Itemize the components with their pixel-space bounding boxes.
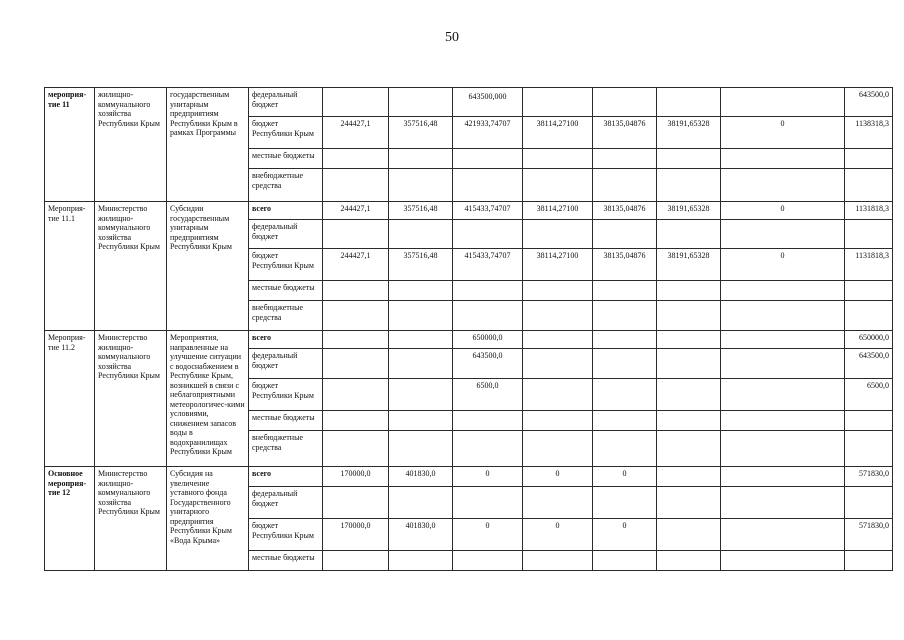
value-cell [523,487,593,519]
value-cell: 38191,65328 [657,117,721,149]
value-cell [389,88,453,117]
item-cell: Мероприя-тие 11.1 [45,202,95,331]
total-cell: 1131818,3 [845,202,893,220]
value-cell [593,301,657,331]
table-row [45,88,893,117]
value-cell [323,411,389,431]
executor-cell: Министерство жилищно-коммунального хозяйства Республики Крым [95,202,167,331]
value-cell: 38135,04876 [593,117,657,149]
total-cell: 6500,0 [845,379,893,411]
value-cell [453,431,523,467]
value-cell [657,331,721,349]
table-row [45,467,893,487]
value-cell [453,411,523,431]
value-cell: 170000,0 [323,519,389,551]
value-cell: 0 [721,202,845,220]
value-cell: 38114,27100 [523,202,593,220]
value-cell: 0 [453,519,523,551]
total-cell: 571830,0 [845,519,893,551]
source-cell: всего [249,202,323,220]
source-cell: федеральный бюджет [249,220,323,249]
value-cell [453,169,523,202]
total-cell [845,169,893,202]
value-cell: 0 [721,249,845,281]
source-cell: местные бюджеты [249,551,323,571]
value-cell [523,88,593,117]
source-cell: внебюджетные средства [249,431,323,467]
value-cell: 6500,0 [453,379,523,411]
value-cell [323,220,389,249]
value-cell: 643500,0 [453,349,523,379]
value-cell [323,281,389,301]
value-cell: 650000,0 [453,331,523,349]
value-cell: 38114,27100 [523,117,593,149]
value-cell [721,301,845,331]
executor-cell: жилищно-коммунального хозяйства Республики Крым [95,88,167,202]
value-cell [593,149,657,169]
value-cell [657,149,721,169]
value-cell: 244427,1 [323,249,389,281]
value-cell [721,88,845,117]
value-cell [389,331,453,349]
total-cell [845,149,893,169]
total-cell [845,301,893,331]
value-cell: 244427,1 [323,202,389,220]
value-cell: 0 [721,117,845,149]
value-cell: 38135,04876 [593,202,657,220]
source-cell: всего [249,467,323,487]
value-cell [323,551,389,571]
value-cell [523,379,593,411]
value-cell [721,487,845,519]
value-cell [453,301,523,331]
value-cell [721,281,845,301]
value-cell: 38191,65328 [657,249,721,281]
value-cell [721,349,845,379]
source-cell: бюджет Республики Крым [249,249,323,281]
executor-cell: Министерство жилищно-коммунального хозяйства Республики Крым [95,331,167,467]
value-cell [593,281,657,301]
value-cell [523,349,593,379]
source-cell: федеральный бюджет [249,88,323,117]
value-cell: 0 [523,519,593,551]
value-cell [721,379,845,411]
value-cell [593,169,657,202]
value-cell: 415433,74707 [453,202,523,220]
value-cell [721,411,845,431]
value-cell [523,431,593,467]
value-cell [389,431,453,467]
source-cell: бюджет Республики Крым [249,117,323,149]
total-cell [845,411,893,431]
total-cell: 1131818,3 [845,249,893,281]
value-cell [389,220,453,249]
value-cell [657,467,721,487]
total-cell [845,551,893,571]
source-cell: федеральный бюджет [249,349,323,379]
value-cell [453,487,523,519]
value-cell [657,379,721,411]
value-cell: 244427,1 [323,117,389,149]
description-cell: Субсидии государственным унитарным предприятиям Республики Крым [167,202,249,331]
value-cell: 38191,65328 [657,202,721,220]
value-cell [323,169,389,202]
value-cell: 643500,000 [453,88,523,117]
value-cell: 0 [593,467,657,487]
value-cell [389,379,453,411]
source-cell: внебюджетные средства [249,301,323,331]
value-cell [593,88,657,117]
total-cell [845,487,893,519]
value-cell [593,331,657,349]
value-cell [721,467,845,487]
value-cell [593,487,657,519]
value-cell [453,281,523,301]
value-cell [657,220,721,249]
value-cell [657,169,721,202]
value-cell [593,551,657,571]
page-number: 50 [445,30,459,45]
value-cell [523,169,593,202]
value-cell: 170000,0 [323,467,389,487]
value-cell [389,301,453,331]
value-cell [323,301,389,331]
value-cell [657,551,721,571]
description-cell: государственным унитарным предприятиям Республики Крым в рамках Программы [167,88,249,202]
total-cell [845,220,893,249]
description-cell: Субсидия на увеличение уставного фонда Государственного унитарного предприятия Республики Крым «Вода Крыма» [167,467,249,571]
value-cell [523,411,593,431]
value-cell [389,411,453,431]
value-cell [453,551,523,571]
value-cell [721,220,845,249]
value-cell [523,551,593,571]
value-cell [389,487,453,519]
value-cell: 357516,48 [389,117,453,149]
description-cell: Мероприятия, направленные на улучшение ситуации с водоснабжением в Республике Крым, возникшей в связи с неблагоприятными метеорологичес-кими условиями, снижением запасов воды в водохранилищах Республики Крым [167,331,249,467]
value-cell: 401830,0 [389,467,453,487]
value-cell: 401830,0 [389,519,453,551]
value-cell [657,349,721,379]
value-cell [323,149,389,169]
value-cell [523,331,593,349]
value-cell [323,349,389,379]
value-cell [593,220,657,249]
value-cell [523,281,593,301]
value-cell [721,519,845,551]
value-cell [323,331,389,349]
value-cell [523,220,593,249]
value-cell [657,88,721,117]
value-cell [657,301,721,331]
value-cell [593,411,657,431]
value-cell [523,301,593,331]
item-cell: Основное мероприя-тие 12 [45,467,95,571]
total-cell: 650000,0 [845,331,893,349]
value-cell: 38135,04876 [593,249,657,281]
total-cell: 571830,0 [845,467,893,487]
value-cell [593,431,657,467]
value-cell: 0 [593,519,657,551]
budget-table [44,87,893,571]
value-cell: 0 [453,467,523,487]
value-cell [453,149,523,169]
value-cell [657,281,721,301]
total-cell [845,281,893,301]
source-cell: местные бюджеты [249,149,323,169]
value-cell [323,379,389,411]
value-cell [721,331,845,349]
executor-cell: Министерство жилищно-коммунального хозяйства Республики Крым [95,467,167,571]
value-cell [389,281,453,301]
value-cell: 421933,74707 [453,117,523,149]
value-cell [323,487,389,519]
source-cell: всего [249,331,323,349]
total-cell: 1138318,3 [845,117,893,149]
value-cell [389,169,453,202]
value-cell [593,349,657,379]
value-cell [323,88,389,117]
total-cell [845,431,893,467]
value-cell [721,169,845,202]
source-cell: внебюджетные средства [249,169,323,202]
source-cell: бюджет Республики Крым [249,379,323,411]
value-cell [389,149,453,169]
value-cell: 38114,27100 [523,249,593,281]
value-cell: 0 [523,467,593,487]
value-cell: 357516,48 [389,202,453,220]
table-row [45,331,893,349]
value-cell [657,519,721,551]
value-cell: 357516,48 [389,249,453,281]
source-cell: бюджет Республики Крым [249,519,323,551]
value-cell [389,349,453,379]
item-cell: мероприя-тие 11 [45,88,95,202]
value-cell [453,220,523,249]
value-cell [323,431,389,467]
source-cell: федеральный бюджет [249,487,323,519]
value-cell [721,149,845,169]
source-cell: местные бюджеты [249,411,323,431]
value-cell [721,551,845,571]
value-cell [657,487,721,519]
table-row [45,202,893,220]
total-cell: 643500,0 [845,349,893,379]
item-cell: Мероприя-тие 11.2 [45,331,95,467]
value-cell [657,431,721,467]
source-cell: местные бюджеты [249,281,323,301]
value-cell [657,411,721,431]
value-cell [523,149,593,169]
value-cell: 415433,74707 [453,249,523,281]
total-cell: 643500,0 [845,88,893,117]
value-cell [721,431,845,467]
value-cell [593,379,657,411]
value-cell [389,551,453,571]
